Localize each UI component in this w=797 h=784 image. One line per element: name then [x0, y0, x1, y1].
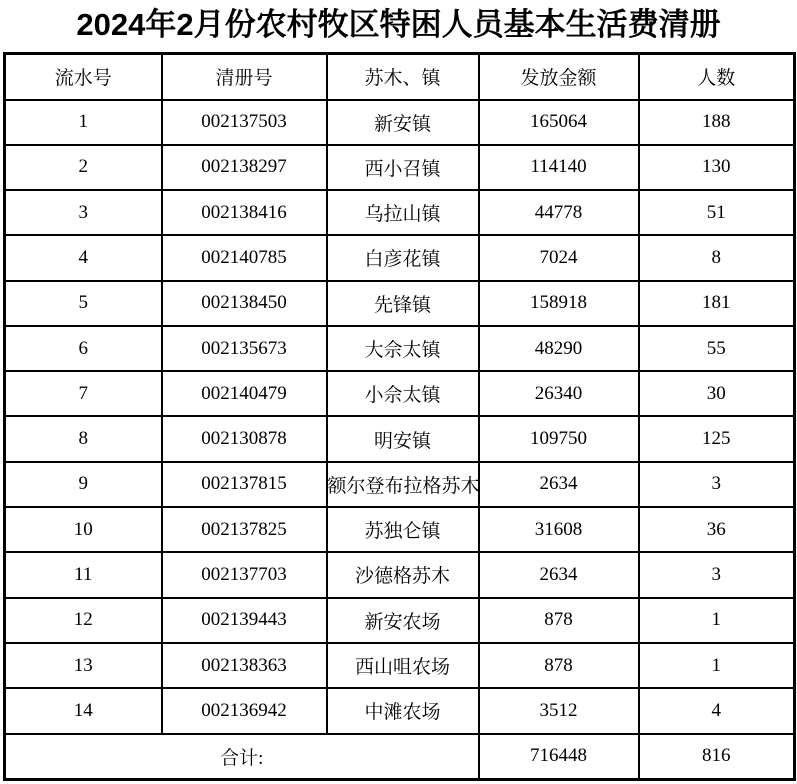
cell-people: 3: [639, 462, 795, 507]
cell-register-no: 002138363: [162, 643, 327, 688]
cell-amount: 165064: [479, 100, 639, 145]
cell-people: 125: [639, 416, 795, 461]
table-row: [5, 507, 795, 552]
cell-register-no: 002140785: [162, 235, 327, 280]
cell-town: 西小召镇: [327, 145, 479, 190]
cell-register-no: 002137503: [162, 100, 327, 145]
column-header-amount: 发放金额: [479, 54, 639, 100]
table-row: [5, 688, 795, 733]
cell-town: 新安镇: [327, 100, 479, 145]
cell-register-no: 002139443: [162, 598, 327, 643]
cell-amount: 878: [479, 598, 639, 643]
cell-amount: 878: [479, 643, 639, 688]
total-amount: 716448: [479, 734, 639, 780]
cell-town: 中滩农场: [327, 688, 479, 733]
table-body: [5, 100, 795, 734]
cell-amount: 26340: [479, 371, 639, 416]
table-row: [5, 235, 795, 280]
column-header-serial-no: 流水号: [5, 54, 162, 100]
cell-serial-no: 5: [5, 281, 162, 326]
cell-people: 1: [639, 598, 795, 643]
cell-register-no: 002138297: [162, 145, 327, 190]
table-row: [5, 643, 795, 688]
cell-register-no: 002130878: [162, 416, 327, 461]
table-row: [5, 190, 795, 235]
table-row: [5, 371, 795, 416]
cell-people: 3: [639, 552, 795, 597]
table-row: [5, 552, 795, 597]
cell-serial-no: 2: [5, 145, 162, 190]
cell-people: 188: [639, 100, 795, 145]
cell-serial-no: 11: [5, 552, 162, 597]
page-title: 2024年2月份农村牧区特困人员基本生活费清册: [76, 7, 721, 42]
cell-people: 1: [639, 643, 795, 688]
table-row: [5, 326, 795, 371]
cell-town: 小佘太镇: [327, 371, 479, 416]
cell-amount: 7024: [479, 235, 639, 280]
cell-serial-no: 1: [5, 100, 162, 145]
cell-people: 30: [639, 371, 795, 416]
cell-amount: 158918: [479, 281, 639, 326]
cell-serial-no: 3: [5, 190, 162, 235]
cell-people: 8: [639, 235, 795, 280]
cell-register-no: 002138450: [162, 281, 327, 326]
table-row: [5, 598, 795, 643]
column-header-register-no: 清册号: [162, 54, 327, 100]
total-row: [5, 734, 795, 780]
cell-register-no: 002135673: [162, 326, 327, 371]
cell-town: 额尔登布拉格苏木: [327, 462, 479, 507]
cell-town: 西山咀农场: [327, 643, 479, 688]
cell-town: 苏独仑镇: [327, 507, 479, 552]
cell-town: 先锋镇: [327, 281, 479, 326]
register-table: [3, 52, 796, 781]
cell-serial-no: 7: [5, 371, 162, 416]
cell-town: 沙德格苏木: [327, 552, 479, 597]
cell-amount: 3512: [479, 688, 639, 733]
cell-town: 白彦花镇: [327, 235, 479, 280]
cell-register-no: 002140479: [162, 371, 327, 416]
cell-amount: 2634: [479, 462, 639, 507]
cell-amount: 114140: [479, 145, 639, 190]
cell-people: 181: [639, 281, 795, 326]
cell-amount: 2634: [479, 552, 639, 597]
table-row: [5, 462, 795, 507]
cell-town: 乌拉山镇: [327, 190, 479, 235]
table-row: [5, 145, 795, 190]
cell-people: 36: [639, 507, 795, 552]
cell-town: 新安农场: [327, 598, 479, 643]
cell-amount: 109750: [479, 416, 639, 461]
cell-amount: 48290: [479, 326, 639, 371]
table-row: [5, 416, 795, 461]
cell-amount: 44778: [479, 190, 639, 235]
cell-register-no: 002138416: [162, 190, 327, 235]
column-header-people: 人数: [639, 54, 795, 100]
cell-town: 大佘太镇: [327, 326, 479, 371]
cell-people: 51: [639, 190, 795, 235]
table-row: [5, 281, 795, 326]
header-row: [5, 54, 795, 100]
table-header: [5, 54, 795, 100]
total-people-count: 816: [639, 734, 795, 780]
cell-register-no: 002137703: [162, 552, 327, 597]
cell-serial-no: 4: [5, 235, 162, 280]
cell-serial-no: 14: [5, 688, 162, 733]
cell-serial-no: 10: [5, 507, 162, 552]
cell-serial-no: 13: [5, 643, 162, 688]
cell-people: 130: [639, 145, 795, 190]
cell-amount: 31608: [479, 507, 639, 552]
cell-town: 明安镇: [327, 416, 479, 461]
cell-serial-no: 12: [5, 598, 162, 643]
cell-people: 4: [639, 688, 795, 733]
cell-serial-no: 8: [5, 416, 162, 461]
cell-serial-no: 6: [5, 326, 162, 371]
cell-people: 55: [639, 326, 795, 371]
column-header-town: 苏木、镇: [327, 54, 479, 100]
table-row: [5, 100, 795, 145]
table-footer: [5, 734, 795, 780]
cell-register-no: 002137825: [162, 507, 327, 552]
total-label: 合计:: [5, 734, 479, 780]
cell-register-no: 002137815: [162, 462, 327, 507]
cell-register-no: 002136942: [162, 688, 327, 733]
cell-serial-no: 9: [5, 462, 162, 507]
